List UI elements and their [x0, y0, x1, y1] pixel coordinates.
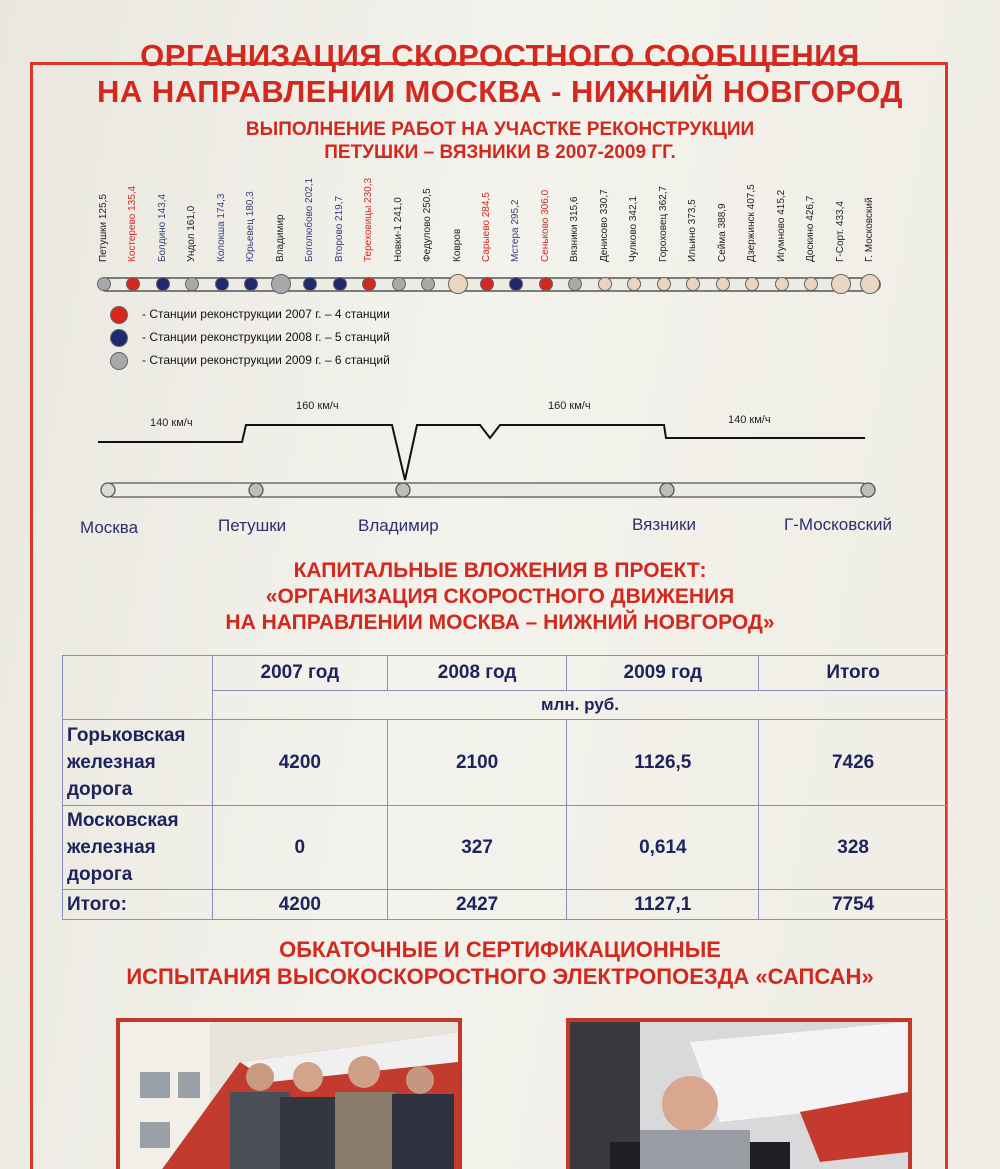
column-header: Итого: [759, 656, 948, 691]
column-header: 2008 год: [387, 656, 567, 691]
city-label-vladimir: Владимир: [358, 516, 439, 535]
table-cell: 4200: [212, 720, 387, 806]
station-dot: [421, 277, 435, 291]
column-header: 2007 год: [212, 656, 387, 691]
station-label: Колокша 174,3: [215, 193, 227, 262]
photo-officials-at-train: [116, 1018, 462, 1169]
station-label: Второво 219,7: [333, 195, 345, 262]
city-label-petushki: Петушки: [218, 516, 287, 535]
table-corner-cell: [63, 656, 213, 720]
photo-official-in-cabin: [566, 1018, 912, 1169]
station-label: Доскино 426,7: [805, 195, 817, 262]
station-label: Гороховец 362,7: [657, 185, 669, 262]
station-dot: [448, 274, 468, 294]
subtitle-line-2: ПЕТУШКИ – ВЯЗНИКИ В 2007-2009 ГГ.: [324, 142, 676, 163]
station-dot: [657, 277, 671, 291]
row-label: Итого:: [63, 890, 213, 920]
station-label: Владимир: [274, 214, 286, 262]
station-dot: [860, 274, 880, 294]
station-dot: [804, 277, 818, 291]
legend-grey-dot: [110, 352, 128, 370]
table-total-row: [63, 890, 948, 920]
tests-title: [0, 936, 1000, 990]
title-line-1: ОРГАНИЗАЦИЯ СКОРОСТНОГО СООБЩЕНИЯ: [140, 38, 860, 73]
city-label-vyazniki: Вязники: [632, 515, 696, 534]
station-line: [0, 0, 1000, 300]
legend-red-dot: [110, 306, 128, 324]
table-cell: 1127,1: [567, 890, 759, 920]
station-label: Боголюбово 202,1: [304, 177, 316, 262]
tests-title-line-1: ОБКАТОЧНЫЕ И СЕРТИФИКАЦИОННЫЕ: [279, 937, 721, 962]
station-label: Ундол 161,0: [186, 205, 198, 262]
table-cell: 4200: [212, 890, 387, 920]
legend-navy-dot: [110, 329, 128, 347]
speed-label-3: 160 км/ч: [548, 400, 591, 412]
column-header: 2009 год: [567, 656, 759, 691]
table-cell: 1126,5: [567, 720, 759, 806]
station-dot: [539, 277, 553, 291]
city-label-moscow: Москва: [80, 518, 139, 537]
city-dot-g-moskovsky: [861, 483, 875, 497]
speed-label-2: 160 км/ч: [296, 400, 339, 412]
investment-table: [62, 655, 948, 920]
table-cell: 7754: [759, 890, 948, 920]
station-label: Петушки 125,5: [98, 194, 109, 262]
city-label-g-moskovsky: Г-Московский: [784, 515, 893, 534]
legend-item-2007: - Станции реконструкции 2007 г. – 4 станции: [142, 307, 390, 321]
station-label: Чулково 342,1: [628, 196, 640, 262]
table-cell: 328: [759, 806, 948, 890]
station-label: Сейма 388,9: [716, 203, 728, 262]
station-label: Денисово 330,7: [598, 189, 610, 262]
station-label: Мстера 295,2: [510, 199, 522, 262]
table-cell: 327: [387, 806, 567, 890]
table-cell: 7426: [759, 720, 948, 806]
station-label: Сеньково 306,0: [539, 189, 551, 262]
table-header-row: [63, 656, 948, 691]
station-dot: [775, 277, 789, 291]
row-label: Московская железная дорога: [63, 806, 213, 890]
legend-item-2009: - Станции реконструкции 2009 г. – 6 станций: [142, 353, 390, 367]
station-dot: [480, 277, 494, 291]
table-cell: 2427: [387, 890, 567, 920]
photo-image: [120, 1022, 458, 1169]
station-label: Дзержинск 407,5: [746, 184, 758, 262]
table-row: [63, 720, 948, 806]
station-dot: [392, 277, 406, 291]
station-dot: [271, 274, 291, 294]
station-label: Сарыево 284,5: [481, 192, 492, 262]
table-cell: 2100: [387, 720, 567, 806]
station-dot: [97, 277, 111, 291]
station-label: Тереховицы 230,3: [363, 177, 375, 262]
row-label: Горьковская железная дорога: [63, 720, 213, 806]
station-dot: [831, 274, 851, 294]
station-label: Федулово 250,5: [422, 188, 434, 262]
subtitle-line-1: ВЫПОЛНЕНИЕ РАБОТ НА УЧАСТКЕ РЕКОНСТРУКЦИИ: [245, 119, 755, 140]
photo-image: [570, 1022, 908, 1169]
station-dot: [598, 277, 612, 291]
station-label: Г-Сорт. 433,4: [834, 201, 846, 262]
city-dot-vladimir: [396, 483, 410, 497]
station-label: Новки-1 241,0: [392, 197, 404, 262]
title-line-2: НА НАПРАВЛЕНИИ МОСКВА - НИЖНИЙ НОВГОРОД: [97, 74, 903, 109]
investment-title-line-3: НА НАПРАВЛЕНИИ МОСКВА – НИЖНИЙ НОВГОРОД»: [225, 611, 775, 634]
investment-title-line-1: КАПИТАЛЬНЫЕ ВЛОЖЕНИЯ В ПРОЕКТ:: [293, 559, 707, 582]
tests-title-line-2: ИСПЫТАНИЯ ВЫСОКОСКОРОСТНОГО ЭЛЕКТРОПОЕЗДА «САПСАН»: [126, 964, 874, 989]
station-dot: [156, 277, 170, 291]
table-row: [63, 806, 948, 890]
table-cell: 0: [212, 806, 387, 890]
station-dot: [333, 277, 347, 291]
station-label: Костерево 135,4: [127, 185, 139, 262]
city-dot-moscow: [101, 483, 115, 497]
station-dot: [215, 277, 229, 291]
investment-title-line-2: «ОРГАНИЗАЦИЯ СКОРОСТНОГО ДВИЖЕНИЯ: [265, 585, 735, 608]
city-dot-vyazniki: [660, 483, 674, 497]
station-label: Вязники 315,6: [569, 196, 581, 262]
table-cell: 0,614: [567, 806, 759, 890]
station-dot: [716, 277, 730, 291]
investment-title: [0, 558, 1000, 636]
station-label: Ильино 373,5: [687, 199, 699, 262]
station-label: Г. Московский: [864, 197, 875, 262]
station-label: Болдино 143,4: [156, 193, 168, 262]
station-label: Юрьевец 180,3: [245, 191, 257, 262]
station-label: Игумново 415,2: [775, 189, 787, 262]
station-label: Ковров: [451, 228, 463, 262]
city-dot-petushki: [249, 483, 263, 497]
speed-label-1: 140 км/ч: [150, 417, 193, 429]
legend-item-2008: - Станции реконструкции 2008 г. – 5 станций: [142, 330, 390, 344]
speed-label-4: 140 км/ч: [728, 414, 771, 426]
unit-cell: млн. руб.: [212, 691, 947, 720]
